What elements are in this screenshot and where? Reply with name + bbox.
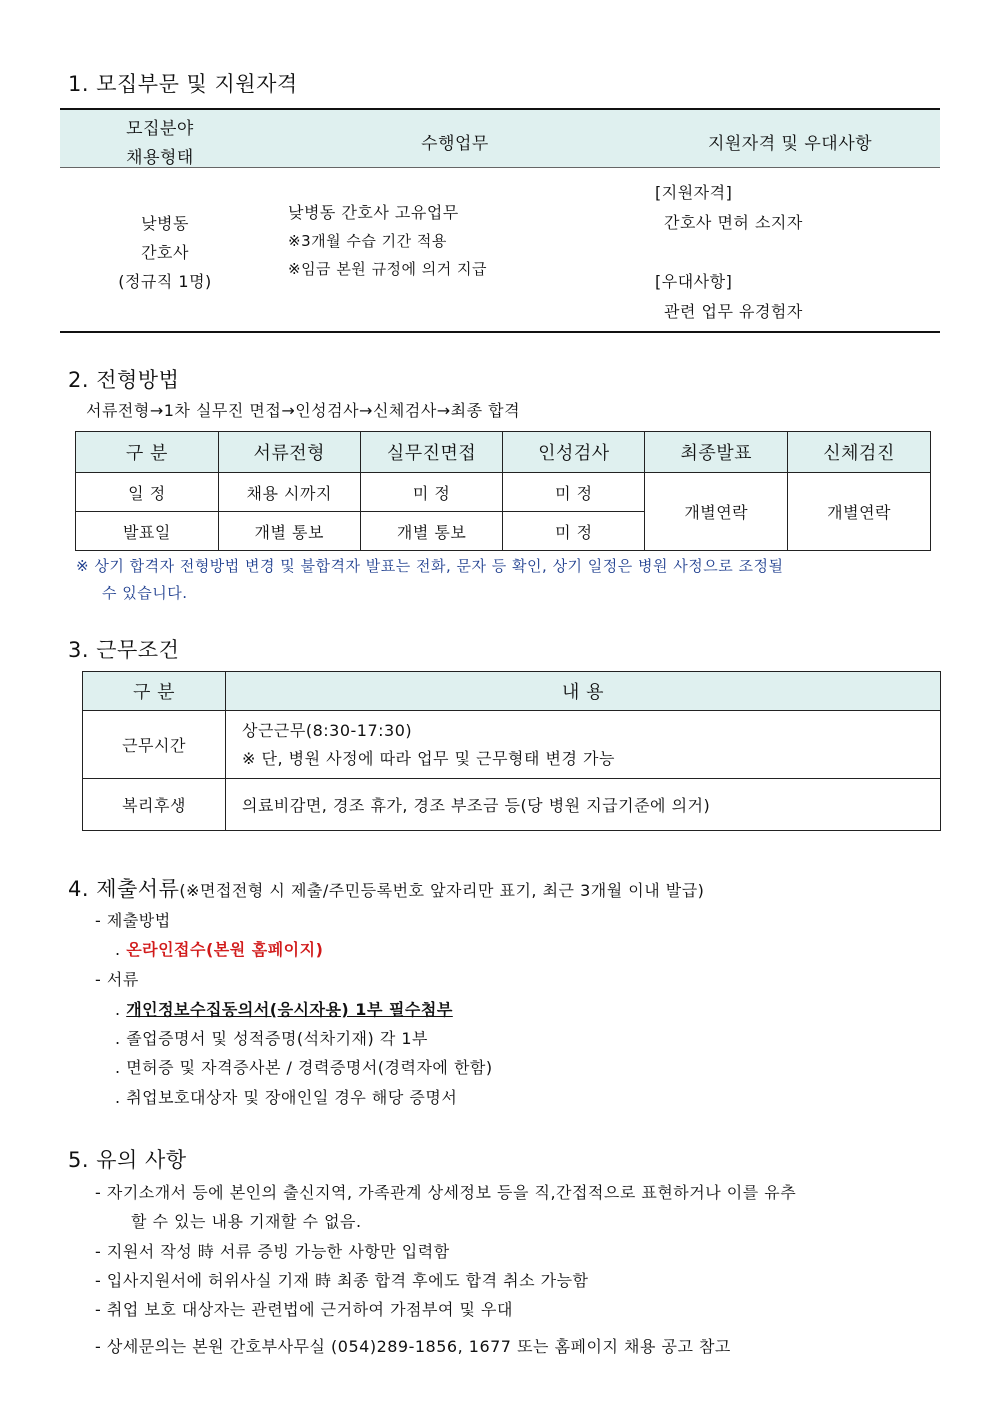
online-application-text: 온라인접수(본원 홈페이지) [126, 940, 324, 959]
duty-line-2: ※3개월 수습 기간 적용 [288, 232, 447, 250]
conditions-key-benefits: 복리후생 [83, 779, 226, 831]
preference-text: 관련 업무 유경험자 [664, 302, 803, 321]
document-text: 취업보호대상자 및 장애인일 경우 해당 증명서 [126, 1088, 458, 1107]
recruitment-table-header [60, 108, 940, 168]
section-4-title [68, 873, 704, 903]
conditions-header-content: 내 용 [226, 672, 941, 711]
recruitment-table [60, 108, 940, 333]
document-item [115, 1055, 493, 1078]
conditions-value-benefits: 의료비감면, 경조 휴가, 경조 부조금 등(당 병원 지급기준에 의거) [226, 779, 941, 831]
section-3-title: 3. 근무조건 [68, 638, 180, 662]
table-cell: 개별 통보 [218, 512, 360, 551]
notice-item: - 입사지원서에 허위사실 기재 時 최종 합격 후에도 합격 취소 가능함 [95, 1271, 589, 1290]
schedule-note-line2: 수 있습니다. [102, 584, 188, 602]
section-4-title-note: (※면접전형 시 제출/주민등록번호 앞자리만 표기, 최근 3개월 이내 발급) [179, 881, 705, 900]
preference-label: [우대사항] [655, 272, 733, 291]
header-duties: 수행업무 [421, 134, 489, 154]
conditions-key-hours: 근무시간 [83, 711, 226, 779]
document-item [115, 1085, 457, 1108]
selection-flow: 서류전형→1차 실무진 면접→인성검사→신체검사→최종 합격 [86, 401, 521, 420]
header-field-line1: 모집분야 [126, 119, 194, 139]
notice-item-continued: 할 수 있는 내용 기재할 수 없음. [131, 1212, 362, 1231]
hours-line-1: 상근근무(8:30-17:30) [242, 720, 413, 740]
field-job: 간호사 [141, 243, 189, 262]
bullet: . [115, 940, 121, 959]
field-name: 낮병동 [141, 214, 189, 233]
schedule-header-documents: 서류전형 [218, 432, 360, 473]
section-4-title-text: 4. 제출서류 [68, 877, 180, 901]
header-qualification: 지원자격 및 우대사항 [707, 134, 873, 154]
table-cell: 미 정 [503, 473, 645, 512]
table-cell: 개별 통보 [360, 512, 503, 551]
qualification-label: [지원자격] [655, 183, 733, 202]
conditions-row-benefits [83, 779, 941, 831]
bullet: . [115, 1058, 121, 1077]
hours-line-2: ※ 단, 병원 사정에 따라 업무 및 근무형태 변경 가능 [242, 748, 615, 768]
qualification-text: 간호사 면허 소지자 [664, 213, 803, 232]
consent-form-text: 개인정보수집동의서(응시자용) 1부 필수첨부 [126, 1000, 453, 1019]
selection-schedule-table [75, 431, 931, 551]
table-cell: 일 정 [76, 473, 219, 512]
recruitment-table-row [60, 168, 940, 333]
bullet: . [115, 1029, 121, 1048]
bullet: . [115, 1088, 121, 1107]
submission-method-label: - 제출방법 [95, 911, 171, 930]
medical-check-cell: 개별연락 [788, 473, 931, 551]
work-conditions-table [82, 671, 941, 831]
schedule-header-category: 구 분 [76, 432, 219, 473]
conditions-row-hours [83, 711, 941, 779]
conditions-header-category: 구 분 [83, 672, 226, 711]
bullet: . [115, 1000, 121, 1019]
document-text: 면허증 및 자격증사본 / 경력증명서(경력자에 한함) [126, 1058, 493, 1077]
schedule-header-interview: 실무진면접 [360, 432, 503, 473]
table-cell: 미 정 [503, 512, 645, 551]
table-cell: 미 정 [360, 473, 503, 512]
submission-method-item [115, 937, 323, 960]
table-cell: 발표일 [76, 512, 219, 551]
duty-line-3: ※임금 본원 규정에 의거 지급 [288, 260, 488, 278]
documents-label: - 서류 [95, 970, 139, 989]
section-2-title: 2. 전형방법 [68, 368, 180, 392]
schedule-header-row [76, 432, 931, 473]
section-5-title: 5. 유의 사항 [68, 1148, 187, 1172]
section-1-title: 1. 모집부문 및 지원자격 [68, 72, 298, 96]
document-item [115, 1026, 428, 1049]
document-text: 졸업증명서 및 성적증명(석차기재) 각 1부 [126, 1029, 428, 1048]
document-item [115, 997, 453, 1020]
notice-item: - 취업 보호 대상자는 관련법에 근거하여 가점부여 및 우대 [95, 1300, 513, 1319]
schedule-header-medical: 신체검진 [788, 432, 931, 473]
notice-item: - 자기소개서 등에 본인의 출신지역, 가족관계 상세정보 등을 직,간접적으로 표현하거나 이를 유추 [95, 1183, 797, 1202]
schedule-row-date [76, 473, 931, 512]
final-announcement-cell: 개별연락 [645, 473, 788, 551]
duty-line-1: 낮병동 간호사 고유업무 [288, 203, 459, 222]
conditions-value-hours [226, 711, 941, 779]
conditions-header-row [83, 672, 941, 711]
notice-item: - 지원서 작성 時 서류 증빙 가능한 사항만 입력함 [95, 1242, 450, 1261]
table-cell: 채용 시까지 [218, 473, 360, 512]
schedule-note-line1: ※ 상기 합격자 전형방법 변경 및 불합격자 발표는 전화, 문자 등 확인, 상기 일정은 병원 사정으로 조정될 [76, 557, 784, 575]
schedule-header-personality: 인성검사 [503, 432, 645, 473]
header-field-line2: 채용형태 [126, 148, 194, 168]
field-employment-type: (정규직 1명) [118, 272, 212, 291]
schedule-header-final: 최종발표 [645, 432, 788, 473]
contact-info: - 상세문의는 본원 간호부사무실 (054)289-1856, 1677 또는 홈페이지 채용 공고 참고 [95, 1337, 731, 1356]
